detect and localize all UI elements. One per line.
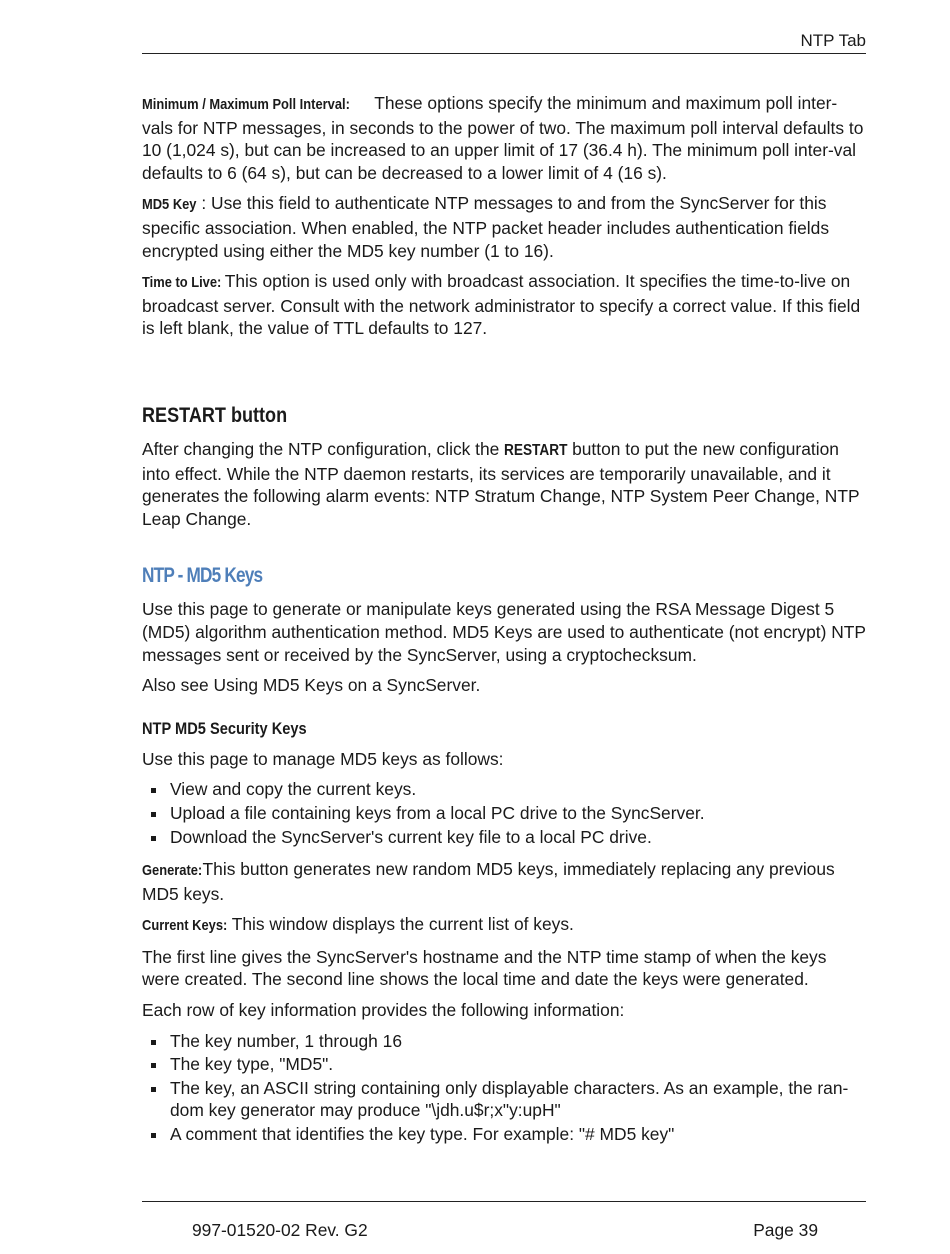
current-keys-paragraph bbox=[142, 913, 866, 938]
current-keys-text: This window displays the current list of keys. bbox=[227, 914, 574, 935]
current-keys-label: Current Keys: bbox=[142, 917, 228, 935]
ttl-paragraph bbox=[142, 270, 866, 340]
list-item: Download the SyncServer's current key file to a local PC drive. bbox=[142, 826, 866, 849]
ttl-text: This option is used only with broadcast association. It specifies the time-to-live on broadcast server. Consult with the network administrator to specify a correct value. If this field is left blank, the value of TTL defaults to 127. bbox=[142, 271, 861, 339]
poll-interval-paragraph bbox=[142, 92, 866, 184]
document-number: 997-01520-02 Rev. G2 bbox=[192, 1220, 368, 1240]
list-item: The key number, 1 through 16 bbox=[142, 1030, 866, 1053]
restart-text-after: button to put the new configuration into effect. While the NTP daemon restarts, its services are temporarily unavailable, and it generates the following alarm events: NTP Stratum Change, NTP System Peer Change, NTP Leap Change. bbox=[142, 438, 860, 529]
md5-key-paragraph bbox=[142, 192, 866, 262]
generate-text: This button generates new random MD5 keys, immediately replacing any previous MD5 keys. bbox=[142, 859, 835, 904]
restart-button-name: RESTART bbox=[504, 441, 568, 459]
security-keys-heading: NTP MD5 Security Keys bbox=[142, 718, 307, 738]
page-header bbox=[142, 30, 866, 54]
page-footer bbox=[142, 1201, 866, 1242]
row-info-list bbox=[142, 1030, 866, 1146]
main-content bbox=[142, 92, 866, 1155]
restart-paragraph bbox=[142, 438, 866, 530]
ttl-label: Time to Live: bbox=[142, 274, 222, 292]
list-item: The key, an ASCII string containing only displayable characters. As an example, the ran-dom key generator may produce "\jdh.u$r;x"y:upH" bbox=[142, 1077, 866, 1122]
list-item: View and copy the current keys. bbox=[142, 778, 866, 801]
generate-paragraph bbox=[142, 858, 866, 905]
md5-keys-also-see: Also see Using MD5 Keys on a SyncServer. bbox=[142, 675, 481, 696]
first-line-paragraph: The first line gives the SyncServer's hostname and the NTP time stamp of when the keys were created. The second line shows the local time and date the keys were generated. bbox=[142, 946, 827, 990]
list-item: Upload a file containing keys from a local PC drive to the SyncServer. bbox=[142, 802, 866, 825]
security-keys-intro: Use this page to manage MD5 keys as follows: bbox=[142, 748, 504, 769]
row-info-intro: Each row of key information provides the following information: bbox=[142, 1000, 625, 1021]
header-title: NTP Tab bbox=[800, 31, 866, 50]
restart-text-before: After changing the NTP configuration, click the bbox=[142, 438, 505, 459]
md5-key-label: MD5 Key bbox=[142, 196, 197, 214]
md5-keys-heading: NTP - MD5 Keys bbox=[142, 564, 263, 588]
restart-heading: RESTART button bbox=[142, 403, 288, 427]
list-item: The key type, "MD5". bbox=[142, 1053, 866, 1076]
md5-keys-intro: Use this page to generate or manipulate keys generated using the RSA Message Digest 5 (MD5) algorithm authentication method. MD5 Keys are used to authenticate (not encrypt) NTP messages sent or received by the SyncServer, using a cryptochecksum. bbox=[142, 599, 866, 665]
security-keys-list bbox=[142, 778, 866, 849]
poll-interval-label: Minimum / Maximum Poll Interval: bbox=[142, 96, 350, 113]
generate-label: Generate: bbox=[142, 862, 203, 880]
poll-interval-text: These options specify the minimum and maximum poll inter-vals for NTP messages, in seconds to the power of two. The maximum poll interval defaults to 10 (1,024 s), but can be increased to an upper limit of 17 (36.4 h). The minimum poll inter-val defaults to 6 (64 s), but can be decreased to a lower limit of 4 (16 s). bbox=[142, 93, 864, 183]
list-item: A comment that identifies the key type. For example: "# MD5 key" bbox=[142, 1123, 866, 1146]
md5-key-text: : Use this field to authenticate NTP messages to and from the SyncServer for this specific association. When enabled, the NTP packet header includes authentication fields encrypted using either the MD5 key number (1 to 16). bbox=[142, 193, 830, 261]
page-number: Page 39 bbox=[753, 1220, 818, 1240]
